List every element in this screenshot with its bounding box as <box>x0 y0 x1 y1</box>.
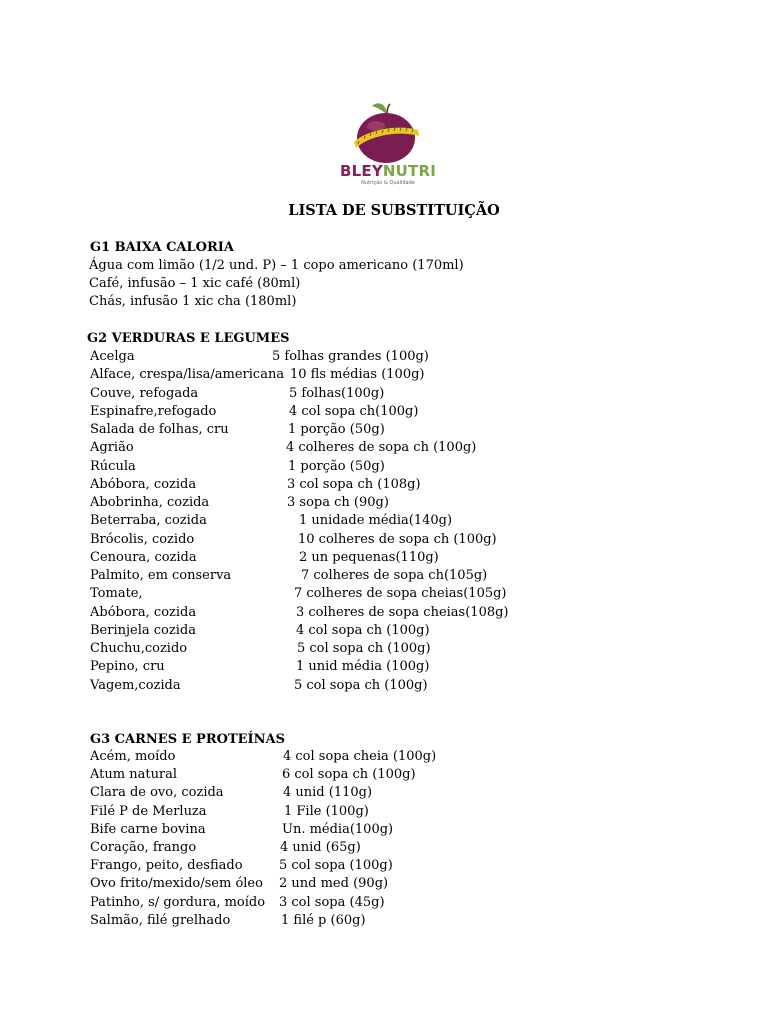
item-name: Salmão, filé grelhado <box>90 912 231 928</box>
item-name: Couve, refogada <box>90 385 199 401</box>
item-name: Patinho, s/ gordura, moído <box>90 894 266 910</box>
section-title-g2: G2 VERDURAS E LEGUMES <box>87 331 290 346</box>
item-name: Filé P de Merluza <box>90 803 207 819</box>
item-quantity: Un. média(100g) <box>282 821 394 837</box>
item-name: Alface, crespa/lisa/americana <box>90 367 285 383</box>
item-quantity: 5 folhas grandes (100g) <box>272 349 429 364</box>
page-title: LISTA DE SUBSTITUIÇÃO <box>288 202 500 219</box>
item-quantity: 5 col sopa (100g) <box>279 858 393 874</box>
item-quantity: 1 porção (50g) <box>288 458 385 474</box>
item-name: Berinjela cozida <box>90 622 196 638</box>
item-name: Tomate, <box>90 586 143 602</box>
brand-name-part2: NUTRI <box>382 162 436 180</box>
item-name: Pepino, cru <box>90 659 165 675</box>
item-quantity: 4 unid (110g) <box>283 785 373 801</box>
item-quantity: 5 col sopa ch (100g) <box>297 641 431 656</box>
item-quantity: 3 col sopa ch (108g) <box>287 476 421 492</box>
item-name: Salada de folhas, cru <box>90 422 229 437</box>
item-name: Vagem,cozida <box>90 677 181 693</box>
section-title-g1: G1 BAIXA CALORIA <box>90 240 234 255</box>
item-quantity: 2 un pequenas(110g) <box>299 549 439 565</box>
item-name: Abobrinha, cozida <box>90 495 210 510</box>
item-quantity: 4 col sopa ch(100g) <box>289 403 419 419</box>
item-name: Rúcula <box>90 458 136 474</box>
item-quantity: 7 colheres de sopa ch(105g) <box>301 568 488 583</box>
item-name: Brócolis, cozido <box>90 531 195 547</box>
item-quantity: 7 colheres de sopa cheias(105g) <box>294 586 507 602</box>
item-name: Abóbora, cozida <box>90 476 197 492</box>
item-name: Clara de ovo, cozida <box>90 785 224 801</box>
item-quantity: 1 File (100g) <box>284 803 369 819</box>
item-quantity: 1 porção (50g) <box>288 422 385 437</box>
item-name: Frango, peito, desfiado <box>90 858 243 874</box>
item-quantity: 4 unid (65g) <box>280 840 361 855</box>
item-name: Espinafre,refogado <box>90 403 217 419</box>
item-name: Cenoura, cozida <box>90 549 197 565</box>
item-quantity: 1 unid média (100g) <box>296 659 430 675</box>
item-quantity: 4 col sopa ch (100g) <box>296 622 430 638</box>
item-name: Atum natural <box>90 767 178 783</box>
list-item: Chás, infusão 1 xic cha (180ml) <box>89 294 297 310</box>
item-name: Palmito, em conserva <box>90 568 232 583</box>
item-quantity: 1 unidade média(140g) <box>299 513 453 529</box>
item-name: Acelga <box>90 349 135 364</box>
item-name: Abóbora, cozida <box>90 604 197 620</box>
item-name: Agrião <box>90 440 134 456</box>
item-quantity: 5 folhas(100g) <box>289 385 385 401</box>
item-quantity: 6 col sopa ch (100g) <box>282 767 416 783</box>
brand-tagline: Nutrição & Qualidade <box>361 180 415 186</box>
item-quantity: 1 filé p (60g) <box>281 912 366 928</box>
list-item: Café, infusão – 1 xic café (80ml) <box>89 276 301 292</box>
item-name: Beterraba, cozida <box>90 513 207 529</box>
list-item: Água com limão (1/2 und. P) – 1 copo americano (170ml) <box>89 258 464 273</box>
item-quantity: 4 col sopa cheia (100g) <box>283 749 437 764</box>
item-quantity: 5 col sopa ch (100g) <box>294 677 428 693</box>
apple-with-measuring-tape-icon <box>336 100 440 170</box>
item-quantity: 3 sopa ch (90g) <box>287 495 389 510</box>
item-name: Ovo frito/mexido/sem óleo <box>90 876 263 892</box>
item-quantity: 3 colheres de sopa cheias(108g) <box>296 604 509 620</box>
item-quantity: 10 colheres de sopa ch (100g) <box>298 531 497 547</box>
item-quantity: 3 col sopa (45g) <box>279 894 385 910</box>
brand-name <box>336 163 440 179</box>
item-name: Chuchu,cozido <box>90 641 188 656</box>
section-title-g3: G3 CARNES E PROTEÍNAS <box>90 732 285 747</box>
item-name: Bife carne bovina <box>90 821 206 837</box>
brand-name-part1: BLEY <box>339 162 383 180</box>
item-quantity: 4 colheres de sopa ch (100g) <box>286 440 477 456</box>
item-quantity: 10 fls médias (100g) <box>290 367 425 383</box>
item-name: Acém, moído <box>90 749 176 764</box>
item-quantity: 2 und med (90g) <box>279 876 389 892</box>
item-name: Coração, frango <box>90 840 197 855</box>
